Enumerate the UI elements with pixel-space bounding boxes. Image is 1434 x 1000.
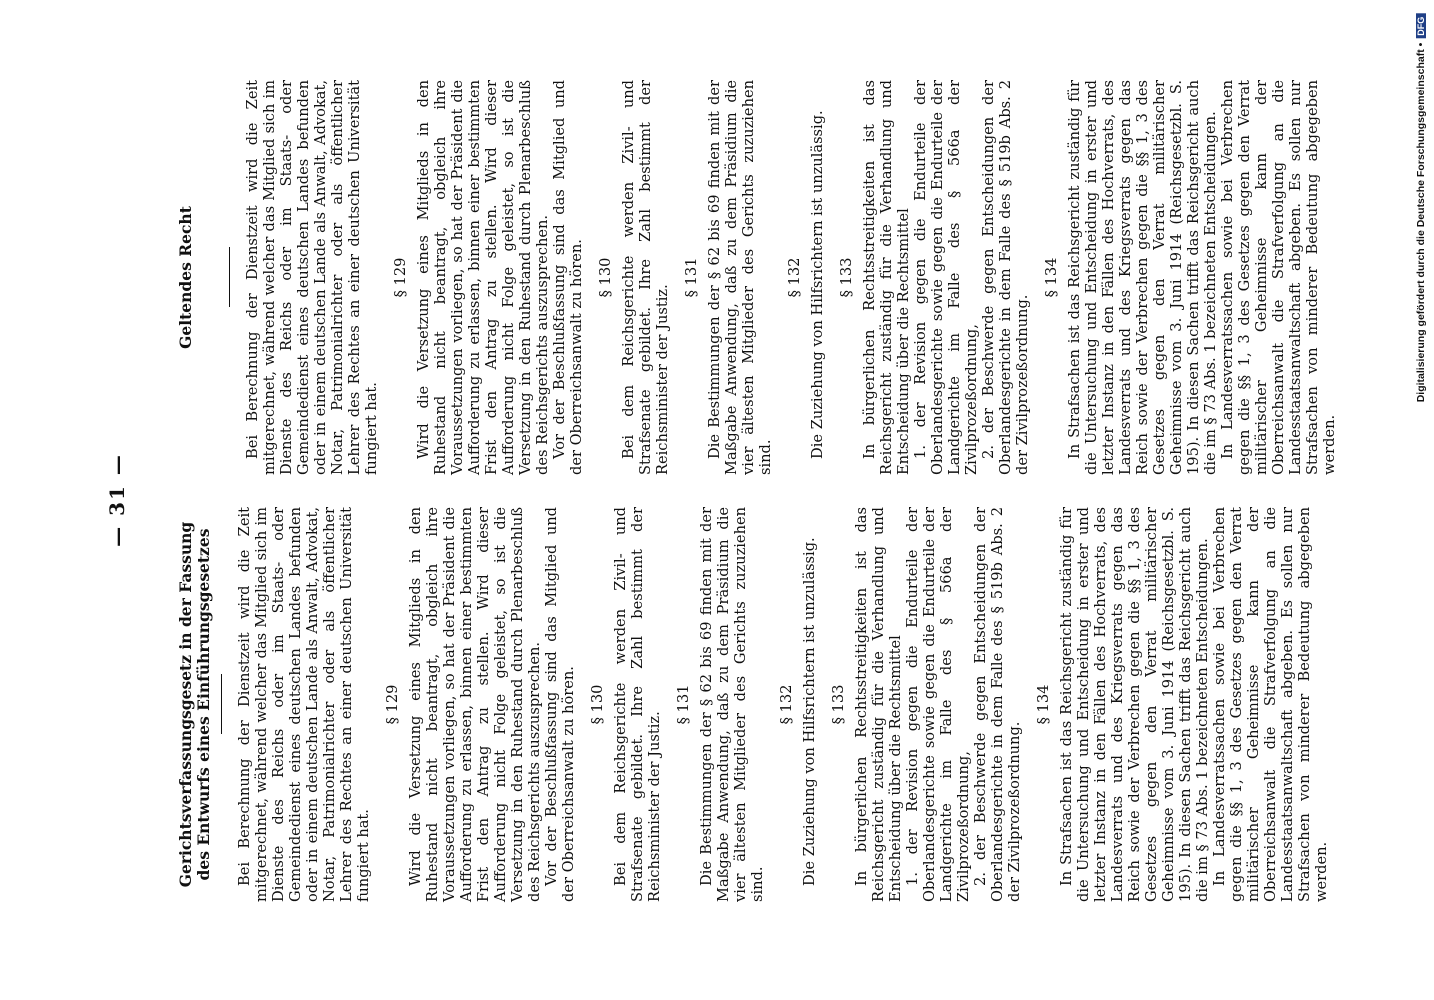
- section-heading: § 130: [597, 257, 614, 298]
- paragraph: Die Bestimmungen der § 62 bis 69 finden mit der Maßgabe Anwendung, daß zu dem Präsidium die vier ältesten Mitglieder des Gerichts zuzuziehen sind.: [706, 80, 774, 475]
- title-rule: [221, 675, 222, 735]
- paragraph: Die Zuziehung von Hilfsrichtern ist unzulässig.: [801, 537, 818, 886]
- paragraph: Bei dem Reichsgerichte werden Zivil- und Strafsenate gebildet. Ihre Zahl bestimmt der Reichsminister der Justiz.: [612, 507, 663, 902]
- section-heading: § 129: [392, 257, 409, 298]
- section-heading: § 131: [675, 684, 692, 725]
- paragraph: Vor der Beschlußfassung sind das Mitglied und der Oberreichsanwalt zu hören.: [543, 507, 577, 902]
- paragraph: 2. der Beschwerde gegen Entscheidungen der Oberlandesgerichte in dem Falle des § 519b Abs. 2 der Zivilprozeßordnung.: [980, 80, 1031, 475]
- section-heading: § 132: [786, 257, 803, 298]
- paragraph: In Landesverratssachen sowie bei Verbrechen gegen die §§ 1, 3 des Gesetzes gegen den Verrat militärischer Geheimnisse kann der Oberreichsanwalt die Strafverfolgung an die Landesstaatsanwaltschaft abgeben. Es sollen nur Strafsachen von minderer Bedeutung abgegeben werden.: [1211, 507, 1330, 902]
- section-heading: § 130: [589, 684, 606, 725]
- paragraph: In bürgerlichen Rechtsstreitigkeiten ist das Reichsgericht zuständig für die Verhandlung und Entscheidung über die Rechtsmittel: [861, 80, 912, 475]
- paragraph: In Strafsachen ist das Reichsgericht zuständig für die Untersuchung und Entscheidung in erster und letzter Instanz in den Fällen des Hochverrats, des Landesverrats und des Kriegsverrats gegen das Reich sowie der Verbrechen gegen die §§ 1, 3 des Gesetzes gegen den Verrat militärischer Geheimnisse vom 3. Juni 1914 (Reichsgesetzbl. S. 195). In diesen Sachen trifft das Reichsgericht auch die im § 73 Abs. 1 bezeichneten Entscheidungen.: [1066, 80, 1219, 475]
- column-title: Gerichtsverfassungsgesetz in der Fassung des Entwurfs eines Einführungsgesetzes: [176, 521, 213, 888]
- paragraph: In bürgerlichen Rechtsstreitigkeiten ist das Reichsgericht zuständig für die Verhandlung und Entscheidung über die Rechtsmittel: [853, 507, 904, 902]
- digitization-credit: [1414, 8, 1428, 408]
- column-current-law: [177, 80, 1338, 475]
- section-heading: § 134: [1035, 684, 1052, 725]
- title-rule: [229, 248, 230, 308]
- paragraph: 1. der Revision gegen die Endurteile der Oberlandesgerichte sowie gegen die Endurteile der Landgerichte im Falle des § 566a der Zivilprozeßordnung,: [912, 80, 980, 475]
- paragraph: Die Bestimmungen der § 62 bis 69 finden mit der Maßgabe Anwendung, daß zu dem Präsidium die vier ältesten Mitglieder des Gerichts zuzuziehen sind.: [698, 507, 766, 902]
- paragraph: Bei Berechnung der Dienstzeit wird die Zeit mitgerechnet, während welcher das Mitglied sich im Dienste des Reichs oder im Staats- oder Gemeindedienst eines deutschen Landes befunden oder in einem deutschen Lande als Anwalt, Advokat, Notar, Patrimonialrichter oder als öffentlicher Lehrer des Rechtes an einer deutschen Universität fungiert hat.: [244, 80, 380, 475]
- digitization-note: Digitalisierung gefördert durch die Deutsche Forschungsgemeinschaft •: [1415, 42, 1427, 403]
- paragraph: In Landesverratssachen sowie bei Verbrechen gegen die §§ 1, 3 des Gesetzes gegen den Verrat militärischer Geheimnisse kann der Oberreichsanwalt die Strafverfolgung an die Landesstaatsanwaltschaft abgeben. Es sollen nur Strafsachen von minderer Bedeutung abgegeben werden.: [1219, 80, 1338, 475]
- section-heading: § 129: [384, 684, 401, 725]
- column-title: Geltendes Recht: [176, 206, 195, 349]
- section-heading: § 133: [830, 684, 847, 725]
- dfg-logo: DFG: [1416, 14, 1426, 39]
- section-heading: § 134: [1043, 257, 1060, 298]
- paragraph: In Strafsachen ist das Reichsgericht zuständig für die Untersuchung und Entscheidung in erster und letzter Instanz in den Fällen des Hochverrats, des Landesverrats und des Kriegsverrats gegen das Reich sowie der Verbrechen gegen die §§ 1, 3 des Gesetzes gegen den Verrat militärischer Geheimnisse vom 3. Juni 1914 (Reichsgesetzbl. S. 195). In diesen Sachen trifft das Reichsgericht auch die im § 73 Abs. 1 bezeichneten Entscheidungen.: [1058, 507, 1211, 902]
- paragraph: Wird die Versetzung eines Mitglieds in den Ruhestand nicht beantragt, obgleich ihre Voraussetzungen vorliegen, so hat der Präsident die Aufforderung zu erlassen, binnen einer bestimmten Frist den Antrag zu stellen. Wird dieser Aufforderung nicht Folge geleistet, so ist die Versetzung in den Ruhestand durch Plenarbeschluß des Reichsgerichts auszusprechen.: [415, 80, 551, 475]
- page-number: — 31 —: [105, 453, 129, 547]
- paragraph: Vor der Beschlußfassung sind das Mitglied und der Oberreichsanwalt zu hören.: [551, 80, 585, 475]
- paragraph: Bei dem Reichsgerichte werden Zivil- und Strafsenate gebildet. Ihre Zahl bestimmt der Reichsminister der Justiz.: [620, 80, 671, 475]
- paragraph: Wird die Versetzung eines Mitglieds in den Ruhestand nicht beantragt, obgleich ihre Voraussetzungen vorliegen, so hat der Präsident die Aufforderung zu erlassen, binnen einer bestimmten Frist den Antrag zu stellen. Wird dieser Aufforderung nicht Folge geleistet, so ist die Versetzung in den Ruhestand durch Plenarbeschluß des Reichsgerichts auszusprechen.: [407, 507, 543, 902]
- paragraph: 2. der Beschwerde gegen Entscheidungen der Oberlandesgerichte in dem Falle des § 519b Abs. 2 der Zivilprozeßordnung.: [972, 507, 1023, 902]
- paragraph: Bei Berechnung der Dienstzeit wird die Zeit mitgerechnet, während welcher das Mitglied sich im Dienste des Reichs oder im Staats- oder Gemeindedienst eines deutschen Landes befunden oder in einem deutschen Lande als Anwalt, Advokat, Notar, Patrimonialrichter oder als öffentlicher Lehrer des Rechtes an einer deutschen Universität fungiert hat.: [236, 507, 372, 902]
- column-draft-version: [177, 507, 1330, 902]
- section-heading: § 133: [838, 257, 855, 298]
- paragraph: Die Zuziehung von Hilfsrichtern ist unzulässig.: [809, 110, 826, 459]
- document-page: [67, 20, 1367, 980]
- section-heading: § 131: [683, 257, 700, 298]
- section-heading: § 132: [778, 684, 795, 725]
- paragraph: 1. der Revision gegen die Endurteile der Oberlandesgerichte sowie gegen die Endurteile der Landgerichte im Falle des § 566a der Zivilprozeßordnung,: [904, 507, 972, 902]
